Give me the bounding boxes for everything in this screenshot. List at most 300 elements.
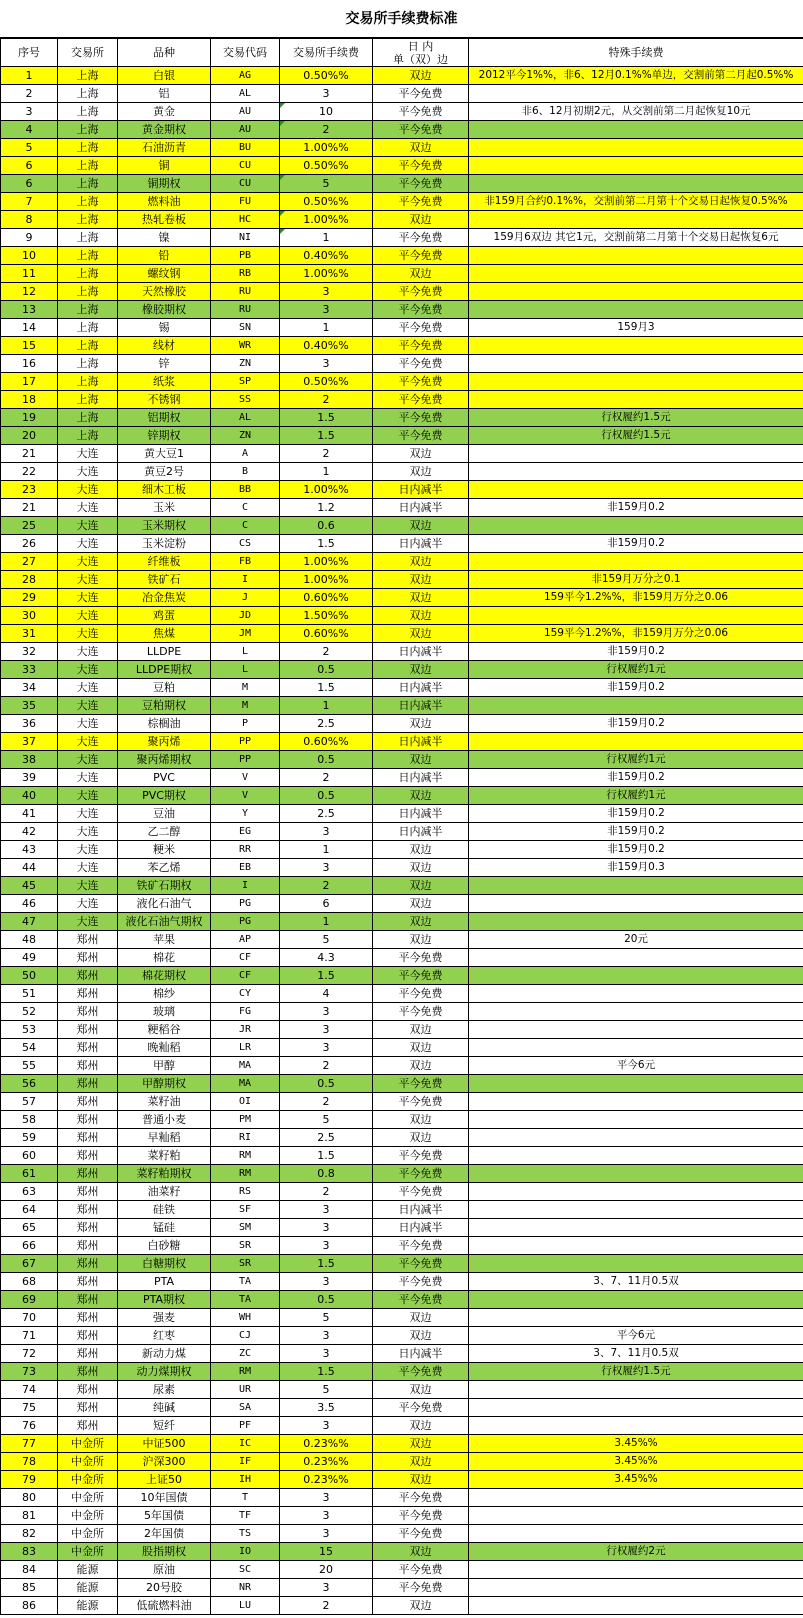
cell-exchange[interactable]: 郑州 <box>58 1363 118 1381</box>
cell-no[interactable]: 23 <box>1 481 58 499</box>
cell-special[interactable] <box>469 1561 803 1579</box>
cell-special[interactable]: 行权履约1.5元 <box>469 427 803 445</box>
cell-exchange[interactable]: 上海 <box>58 211 118 229</box>
cell-exchange[interactable]: 上海 <box>58 193 118 211</box>
cell-side[interactable]: 平今免费 <box>373 247 469 265</box>
cell-special[interactable] <box>469 337 803 355</box>
cell-side[interactable]: 平今免费 <box>373 391 469 409</box>
cell-fee[interactable]: 5 <box>280 1381 373 1399</box>
cell-exchange[interactable]: 郑州 <box>58 1345 118 1363</box>
cell-exchange[interactable]: 上海 <box>58 391 118 409</box>
cell-special[interactable]: 平今6元 <box>469 1327 803 1345</box>
cell-product[interactable]: PVC <box>118 769 211 787</box>
cell-no[interactable]: 81 <box>1 1507 58 1525</box>
cell-side[interactable]: 日内减半 <box>373 769 469 787</box>
cell-code[interactable]: CJ <box>211 1327 280 1345</box>
cell-no[interactable]: 6 <box>1 175 58 193</box>
cell-code[interactable]: CF <box>211 949 280 967</box>
cell-fee[interactable]: 1.50%% <box>280 607 373 625</box>
cell-fee[interactable]: 2 <box>280 1597 373 1615</box>
cell-fee[interactable]: 1 <box>280 463 373 481</box>
cell-product[interactable]: 天然橡胶 <box>118 283 211 301</box>
cell-fee[interactable]: 1.00%% <box>280 139 373 157</box>
cell-side[interactable]: 双边 <box>373 1597 469 1615</box>
cell-special[interactable]: 非159月0.2 <box>469 535 803 553</box>
cell-fee[interactable]: 1.5 <box>280 427 373 445</box>
cell-no[interactable]: 66 <box>1 1237 58 1255</box>
cell-no[interactable]: 43 <box>1 841 58 859</box>
cell-fee[interactable]: 3 <box>280 1579 373 1597</box>
cell-exchange[interactable]: 上海 <box>58 355 118 373</box>
cell-product[interactable]: 新动力煤 <box>118 1345 211 1363</box>
cell-special[interactable] <box>469 1381 803 1399</box>
cell-exchange[interactable]: 郑州 <box>58 1129 118 1147</box>
cell-side[interactable]: 双边 <box>373 571 469 589</box>
cell-no[interactable]: 31 <box>1 625 58 643</box>
cell-code[interactable]: P <box>211 715 280 733</box>
cell-exchange[interactable]: 中金所 <box>58 1453 118 1471</box>
cell-exchange[interactable]: 上海 <box>58 319 118 337</box>
cell-special[interactable]: 2012平今1%%，非6、12月0.1%%单边，交割前第二月起0.5%% <box>469 67 803 85</box>
cell-special[interactable]: 非159月0.2 <box>469 643 803 661</box>
cell-fee[interactable]: 0.50%% <box>280 67 373 85</box>
cell-code[interactable]: PP <box>211 751 280 769</box>
cell-product[interactable]: 晚籼稻 <box>118 1039 211 1057</box>
cell-no[interactable]: 54 <box>1 1039 58 1057</box>
cell-side[interactable]: 平今免费 <box>373 1093 469 1111</box>
cell-special[interactable]: 平今6元 <box>469 1057 803 1075</box>
cell-exchange[interactable]: 大连 <box>58 859 118 877</box>
cell-special[interactable]: 非159月0.3 <box>469 859 803 877</box>
cell-exchange[interactable]: 上海 <box>58 247 118 265</box>
cell-product[interactable]: 铜 <box>118 157 211 175</box>
cell-exchange[interactable]: 能源 <box>58 1561 118 1579</box>
cell-side[interactable]: 平今免费 <box>373 427 469 445</box>
cell-exchange[interactable]: 大连 <box>58 535 118 553</box>
cell-exchange[interactable]: 大连 <box>58 625 118 643</box>
cell-side[interactable]: 平今免费 <box>373 85 469 103</box>
cell-side[interactable]: 双边 <box>373 895 469 913</box>
cell-code[interactable]: OI <box>211 1093 280 1111</box>
cell-exchange[interactable]: 大连 <box>58 607 118 625</box>
cell-special[interactable] <box>469 391 803 409</box>
cell-exchange[interactable]: 郑州 <box>58 1255 118 1273</box>
cell-no[interactable]: 71 <box>1 1327 58 1345</box>
cell-code[interactable]: C <box>211 499 280 517</box>
cell-side[interactable]: 平今免费 <box>373 1525 469 1543</box>
cell-side[interactable]: 双边 <box>373 67 469 85</box>
cell-product[interactable]: 棉纱 <box>118 985 211 1003</box>
cell-fee[interactable]: 3 <box>280 1201 373 1219</box>
cell-side[interactable]: 平今免费 <box>373 121 469 139</box>
cell-fee[interactable]: 1.5 <box>280 535 373 553</box>
cell-no[interactable]: 38 <box>1 751 58 769</box>
cell-product[interactable]: 中证500 <box>118 1435 211 1453</box>
cell-fee[interactable]: 1.5 <box>280 409 373 427</box>
cell-exchange[interactable]: 大连 <box>58 517 118 535</box>
cell-code[interactable]: RR <box>211 841 280 859</box>
cell-product[interactable]: 菜籽粕 <box>118 1147 211 1165</box>
cell-code[interactable]: L <box>211 661 280 679</box>
cell-exchange[interactable]: 能源 <box>58 1579 118 1597</box>
cell-exchange[interactable]: 郑州 <box>58 1273 118 1291</box>
cell-no[interactable]: 42 <box>1 823 58 841</box>
cell-no[interactable]: 15 <box>1 337 58 355</box>
cell-special[interactable] <box>469 1039 803 1057</box>
cell-side[interactable]: 双边 <box>373 625 469 643</box>
cell-fee[interactable]: 15 <box>280 1543 373 1561</box>
cell-side[interactable]: 双边 <box>373 517 469 535</box>
cell-product[interactable]: 石油沥青 <box>118 139 211 157</box>
cell-no[interactable]: 7 <box>1 193 58 211</box>
cell-no[interactable]: 8 <box>1 211 58 229</box>
cell-exchange[interactable]: 中金所 <box>58 1543 118 1561</box>
cell-fee[interactable]: 4 <box>280 985 373 1003</box>
cell-fee[interactable]: 0.23%% <box>280 1435 373 1453</box>
cell-fee[interactable]: 0.50%% <box>280 193 373 211</box>
cell-no[interactable]: 79 <box>1 1471 58 1489</box>
cell-product[interactable]: 红枣 <box>118 1327 211 1345</box>
cell-side[interactable]: 双边 <box>373 1021 469 1039</box>
cell-side[interactable]: 日内减半 <box>373 733 469 751</box>
cell-special[interactable] <box>469 517 803 535</box>
cell-side[interactable]: 平今免费 <box>373 1147 469 1165</box>
cell-no[interactable]: 44 <box>1 859 58 877</box>
cell-special[interactable] <box>469 445 803 463</box>
cell-no[interactable]: 17 <box>1 373 58 391</box>
cell-code[interactable]: UR <box>211 1381 280 1399</box>
cell-product[interactable]: 普通小麦 <box>118 1111 211 1129</box>
cell-exchange[interactable]: 上海 <box>58 265 118 283</box>
cell-code[interactable]: CU <box>211 157 280 175</box>
cell-product[interactable]: 锡 <box>118 319 211 337</box>
cell-no[interactable]: 61 <box>1 1165 58 1183</box>
cell-side[interactable]: 日内减半 <box>373 535 469 553</box>
cell-no[interactable]: 32 <box>1 643 58 661</box>
cell-exchange[interactable]: 大连 <box>58 733 118 751</box>
cell-product[interactable]: 不锈钢 <box>118 391 211 409</box>
cell-exchange[interactable]: 郑州 <box>58 1003 118 1021</box>
cell-exchange[interactable]: 郑州 <box>58 1183 118 1201</box>
cell-no[interactable]: 33 <box>1 661 58 679</box>
cell-no[interactable]: 11 <box>1 265 58 283</box>
cell-special[interactable] <box>469 1003 803 1021</box>
cell-no[interactable]: 41 <box>1 805 58 823</box>
cell-code[interactable]: AU <box>211 103 280 121</box>
cell-fee[interactable]: 2 <box>280 769 373 787</box>
cell-exchange[interactable]: 郑州 <box>58 1075 118 1093</box>
cell-code[interactable]: TA <box>211 1291 280 1309</box>
cell-no[interactable]: 73 <box>1 1363 58 1381</box>
cell-fee[interactable]: 3 <box>280 1219 373 1237</box>
cell-side[interactable]: 双边 <box>373 787 469 805</box>
cell-special[interactable] <box>469 211 803 229</box>
cell-side[interactable]: 日内减半 <box>373 679 469 697</box>
cell-no[interactable]: 85 <box>1 1579 58 1597</box>
cell-fee[interactable]: 3 <box>280 859 373 877</box>
cell-product[interactable]: PTA期权 <box>118 1291 211 1309</box>
cell-special[interactable] <box>469 1111 803 1129</box>
cell-product[interactable]: 苹果 <box>118 931 211 949</box>
cell-exchange[interactable]: 上海 <box>58 67 118 85</box>
cell-side[interactable]: 平今免费 <box>373 985 469 1003</box>
cell-no[interactable]: 3 <box>1 103 58 121</box>
cell-exchange[interactable]: 上海 <box>58 139 118 157</box>
cell-special[interactable]: 159月6双边 其它1元，交割前第二月第十个交易日起恢复6元 <box>469 229 803 247</box>
cell-side[interactable]: 双边 <box>373 1543 469 1561</box>
cell-no[interactable]: 78 <box>1 1453 58 1471</box>
cell-special[interactable]: 20元 <box>469 931 803 949</box>
cell-side[interactable]: 平今免费 <box>373 1399 469 1417</box>
cell-code[interactable]: SR <box>211 1255 280 1273</box>
cell-fee[interactable]: 0.40%% <box>280 247 373 265</box>
cell-no[interactable]: 86 <box>1 1597 58 1615</box>
cell-side[interactable]: 平今免费 <box>373 1075 469 1093</box>
cell-no[interactable]: 82 <box>1 1525 58 1543</box>
cell-exchange[interactable]: 上海 <box>58 301 118 319</box>
cell-code[interactable]: ZN <box>211 427 280 445</box>
cell-product[interactable]: 粳稻谷 <box>118 1021 211 1039</box>
cell-fee[interactable]: 3 <box>280 301 373 319</box>
cell-exchange[interactable]: 大连 <box>58 463 118 481</box>
cell-no[interactable]: 75 <box>1 1399 58 1417</box>
cell-product[interactable]: 螺纹钢 <box>118 265 211 283</box>
cell-fee[interactable]: 1 <box>280 319 373 337</box>
cell-code[interactable]: B <box>211 463 280 481</box>
cell-no[interactable]: 80 <box>1 1489 58 1507</box>
cell-special[interactable]: 159平今1.2%%，非159月万分之0.06 <box>469 589 803 607</box>
cell-no[interactable]: 39 <box>1 769 58 787</box>
cell-no[interactable]: 53 <box>1 1021 58 1039</box>
cell-code[interactable]: J <box>211 589 280 607</box>
cell-code[interactable]: CF <box>211 967 280 985</box>
cell-side[interactable]: 平今免费 <box>373 1165 469 1183</box>
cell-special[interactable] <box>469 1237 803 1255</box>
cell-product[interactable]: 苯乙烯 <box>118 859 211 877</box>
cell-product[interactable]: 黄金期权 <box>118 121 211 139</box>
cell-product[interactable]: 豆粕 <box>118 679 211 697</box>
cell-fee[interactable]: 0.60%% <box>280 733 373 751</box>
cell-special[interactable] <box>469 1579 803 1597</box>
cell-fee[interactable]: 3 <box>280 85 373 103</box>
cell-product[interactable]: 黄豆2号 <box>118 463 211 481</box>
cell-fee[interactable]: 3 <box>280 1327 373 1345</box>
cell-special[interactable] <box>469 1597 803 1615</box>
cell-fee[interactable]: 0.5 <box>280 1075 373 1093</box>
cell-exchange[interactable]: 大连 <box>58 787 118 805</box>
cell-code[interactable]: TS <box>211 1525 280 1543</box>
cell-side[interactable]: 平今免费 <box>373 1363 469 1381</box>
cell-side[interactable]: 平今免费 <box>373 193 469 211</box>
cell-product[interactable]: 液化石油气 <box>118 895 211 913</box>
cell-fee[interactable]: 0.60%% <box>280 589 373 607</box>
cell-code[interactable]: MA <box>211 1075 280 1093</box>
cell-fee[interactable]: 0.23%% <box>280 1471 373 1489</box>
cell-exchange[interactable]: 能源 <box>58 1597 118 1615</box>
cell-exchange[interactable]: 郑州 <box>58 1327 118 1345</box>
cell-no[interactable]: 13 <box>1 301 58 319</box>
cell-product[interactable]: 菜籽粕期权 <box>118 1165 211 1183</box>
cell-special[interactable]: 非159月0.2 <box>469 715 803 733</box>
cell-product[interactable]: 5年国债 <box>118 1507 211 1525</box>
cell-exchange[interactable]: 上海 <box>58 175 118 193</box>
cell-special[interactable]: 行权履约1元 <box>469 787 803 805</box>
cell-product[interactable]: 铁矿石 <box>118 571 211 589</box>
cell-product[interactable]: 硅铁 <box>118 1201 211 1219</box>
cell-product[interactable]: 铅 <box>118 247 211 265</box>
cell-exchange[interactable]: 大连 <box>58 913 118 931</box>
cell-fee[interactable]: 1.00%% <box>280 265 373 283</box>
cell-no[interactable]: 72 <box>1 1345 58 1363</box>
cell-fee[interactable]: 3 <box>280 1345 373 1363</box>
cell-product[interactable]: 铜期权 <box>118 175 211 193</box>
cell-exchange[interactable]: 上海 <box>58 121 118 139</box>
cell-fee[interactable]: 0.60%% <box>280 625 373 643</box>
cell-exchange[interactable]: 郑州 <box>58 1021 118 1039</box>
cell-special[interactable] <box>469 85 803 103</box>
cell-special[interactable] <box>469 1129 803 1147</box>
cell-special[interactable] <box>469 697 803 715</box>
cell-special[interactable] <box>469 1147 803 1165</box>
cell-fee[interactable]: 1 <box>280 697 373 715</box>
cell-side[interactable]: 日内减半 <box>373 643 469 661</box>
cell-side[interactable]: 平今免费 <box>373 175 469 193</box>
cell-fee[interactable]: 5 <box>280 175 373 193</box>
cell-product[interactable]: 鸡蛋 <box>118 607 211 625</box>
cell-fee[interactable]: 3 <box>280 1237 373 1255</box>
cell-exchange[interactable]: 大连 <box>58 499 118 517</box>
cell-special[interactable] <box>469 1183 803 1201</box>
cell-special[interactable] <box>469 1219 803 1237</box>
cell-fee[interactable]: 3.5 <box>280 1399 373 1417</box>
cell-product[interactable]: 铝 <box>118 85 211 103</box>
cell-no[interactable]: 30 <box>1 607 58 625</box>
cell-code[interactable]: PG <box>211 895 280 913</box>
cell-code[interactable]: AL <box>211 85 280 103</box>
cell-fee[interactable]: 5 <box>280 1111 373 1129</box>
cell-exchange[interactable]: 大连 <box>58 481 118 499</box>
cell-no[interactable]: 9 <box>1 229 58 247</box>
cell-no[interactable]: 4 <box>1 121 58 139</box>
cell-fee[interactable]: 2 <box>280 391 373 409</box>
cell-special[interactable] <box>469 139 803 157</box>
cell-special[interactable] <box>469 157 803 175</box>
cell-code[interactable]: TF <box>211 1507 280 1525</box>
cell-exchange[interactable]: 中金所 <box>58 1471 118 1489</box>
cell-code[interactable]: A <box>211 445 280 463</box>
cell-side[interactable]: 双边 <box>373 1327 469 1345</box>
cell-product[interactable]: 棕榈油 <box>118 715 211 733</box>
cell-exchange[interactable]: 上海 <box>58 427 118 445</box>
cell-special[interactable] <box>469 967 803 985</box>
cell-code[interactable]: SS <box>211 391 280 409</box>
cell-fee[interactable]: 1.5 <box>280 1363 373 1381</box>
cell-side[interactable]: 双边 <box>373 1453 469 1471</box>
cell-fee[interactable]: 1.5 <box>280 1255 373 1273</box>
cell-fee[interactable]: 3 <box>280 1273 373 1291</box>
cell-exchange[interactable]: 上海 <box>58 229 118 247</box>
cell-fee[interactable]: 3 <box>280 1507 373 1525</box>
cell-code[interactable]: JM <box>211 625 280 643</box>
cell-exchange[interactable]: 中金所 <box>58 1525 118 1543</box>
cell-exchange[interactable]: 大连 <box>58 769 118 787</box>
cell-product[interactable]: PTA <box>118 1273 211 1291</box>
cell-side[interactable]: 平今免费 <box>373 1255 469 1273</box>
cell-special[interactable] <box>469 1525 803 1543</box>
cell-code[interactable]: RS <box>211 1183 280 1201</box>
cell-code[interactable]: BB <box>211 481 280 499</box>
cell-special[interactable] <box>469 121 803 139</box>
cell-side[interactable]: 平今免费 <box>373 103 469 121</box>
cell-code[interactable]: PP <box>211 733 280 751</box>
cell-side[interactable]: 平今免费 <box>373 355 469 373</box>
cell-exchange[interactable]: 郑州 <box>58 949 118 967</box>
cell-exchange[interactable]: 大连 <box>58 697 118 715</box>
cell-exchange[interactable]: 郑州 <box>58 1381 118 1399</box>
cell-code[interactable]: MA <box>211 1057 280 1075</box>
cell-special[interactable] <box>469 607 803 625</box>
cell-no[interactable]: 1 <box>1 67 58 85</box>
cell-code[interactable]: RM <box>211 1147 280 1165</box>
cell-no[interactable]: 45 <box>1 877 58 895</box>
cell-special[interactable] <box>469 463 803 481</box>
cell-product[interactable]: 低硫燃料油 <box>118 1597 211 1615</box>
cell-fee[interactable]: 0.23%% <box>280 1453 373 1471</box>
cell-fee[interactable]: 2 <box>280 643 373 661</box>
cell-special[interactable]: 3、7、11月0.5双 <box>469 1345 803 1363</box>
cell-no[interactable]: 18 <box>1 391 58 409</box>
cell-code[interactable]: SM <box>211 1219 280 1237</box>
cell-special[interactable] <box>469 1417 803 1435</box>
cell-fee[interactable]: 3 <box>280 1003 373 1021</box>
cell-exchange[interactable]: 郑州 <box>58 1237 118 1255</box>
cell-fee[interactable]: 1.00%% <box>280 553 373 571</box>
cell-fee[interactable]: 2 <box>280 121 373 139</box>
cell-product[interactable]: 锌 <box>118 355 211 373</box>
cell-code[interactable]: V <box>211 787 280 805</box>
cell-side[interactable]: 双边 <box>373 211 469 229</box>
cell-no[interactable]: 21 <box>1 499 58 517</box>
cell-no[interactable]: 69 <box>1 1291 58 1309</box>
cell-code[interactable]: PB <box>211 247 280 265</box>
cell-no[interactable]: 57 <box>1 1093 58 1111</box>
cell-side[interactable]: 双边 <box>373 931 469 949</box>
cell-product[interactable]: 冶金焦炭 <box>118 589 211 607</box>
cell-side[interactable]: 双边 <box>373 751 469 769</box>
cell-side[interactable]: 平今免费 <box>373 949 469 967</box>
cell-no[interactable]: 76 <box>1 1417 58 1435</box>
cell-fee[interactable]: 3 <box>280 1525 373 1543</box>
cell-code[interactable]: T <box>211 1489 280 1507</box>
cell-product[interactable]: 细木工板 <box>118 481 211 499</box>
cell-side[interactable]: 日内减半 <box>373 1201 469 1219</box>
cell-no[interactable]: 25 <box>1 517 58 535</box>
cell-product[interactable]: 玉米期权 <box>118 517 211 535</box>
cell-special[interactable]: 非159月0.2 <box>469 499 803 517</box>
cell-code[interactable]: RM <box>211 1165 280 1183</box>
cell-no[interactable]: 49 <box>1 949 58 967</box>
cell-product[interactable]: 液化石油气期权 <box>118 913 211 931</box>
cell-side[interactable]: 平今免费 <box>373 1507 469 1525</box>
cell-code[interactable]: WH <box>211 1309 280 1327</box>
cell-special[interactable] <box>469 1255 803 1273</box>
cell-side[interactable]: 平今免费 <box>373 1579 469 1597</box>
cell-product[interactable]: 铁矿石期权 <box>118 877 211 895</box>
cell-special[interactable]: 非159月0.2 <box>469 823 803 841</box>
cell-code[interactable]: EG <box>211 823 280 841</box>
cell-product[interactable]: 热轧卷板 <box>118 211 211 229</box>
cell-special[interactable]: 非159月万分之0.1 <box>469 571 803 589</box>
